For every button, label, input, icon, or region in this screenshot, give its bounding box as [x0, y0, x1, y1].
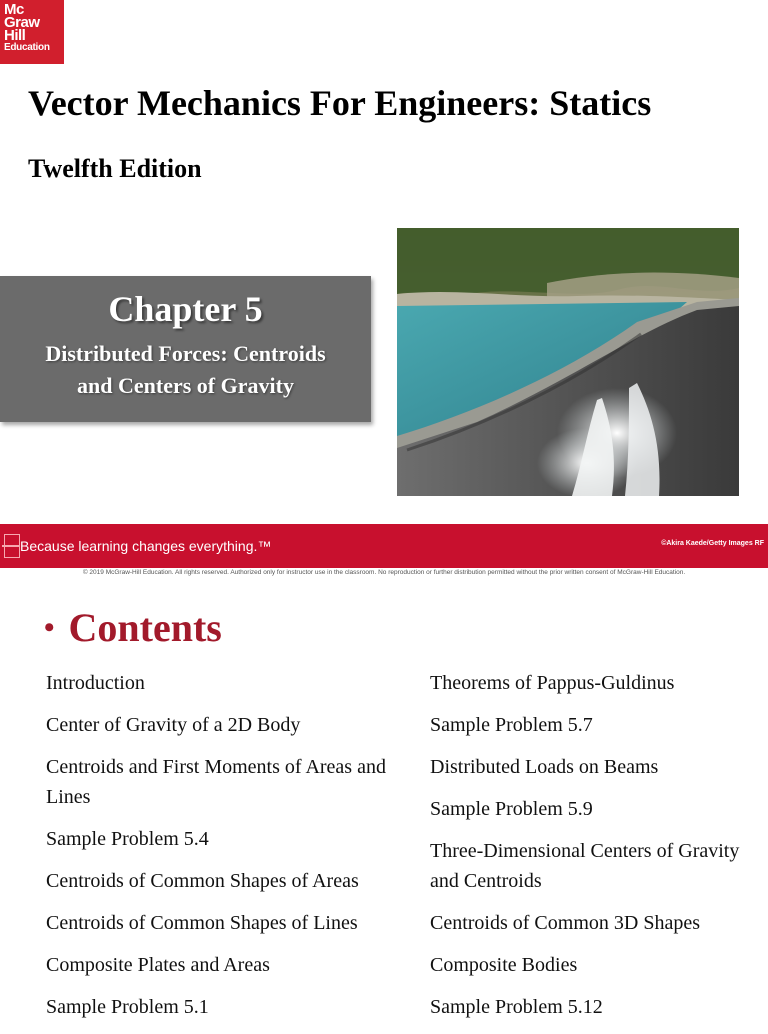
contents-item: Composite Plates and Areas: [46, 954, 270, 976]
footer-banner: [0, 524, 768, 568]
contents-item: Centroids of Common Shapes of Areas: [46, 870, 359, 892]
brand-mark-icon: [4, 534, 20, 558]
contents-item: Introduction: [46, 672, 145, 694]
contents-item: Sample Problem 5.12: [430, 996, 603, 1018]
contents-item: Center of Gravity of a 2D Body: [46, 714, 301, 736]
copyright-notice: © 2019 McGraw-Hill Education. All rights reserved. Authorized only for instructor use in the classroom. No reproduction or further distribution permitted without the prior written consent of McGraw-Hill Education.: [82, 569, 686, 576]
chapter-box: [0, 276, 371, 422]
contents-item: Sample Problem 5.1: [46, 996, 209, 1018]
contents-item: Centroids of Common Shapes of Lines: [46, 912, 358, 934]
contents-list-right: [430, 668, 750, 1034]
contents-item: Sample Problem 5.7: [430, 714, 593, 736]
contents-list-left: [46, 668, 406, 1034]
chapter-subtitle-line-2: and Centers of Gravity: [77, 373, 294, 398]
bullet-icon: •: [44, 611, 55, 644]
logo-line-education: Education: [4, 42, 50, 53]
dam-photo-illustration: [397, 228, 739, 496]
contents-item: Sample Problem 5.9: [430, 798, 593, 820]
mcgraw-hill-logo: [0, 0, 64, 64]
logo-line-hill: Hill: [4, 27, 26, 44]
contents-heading: [44, 604, 222, 651]
chapter-subtitle: [0, 338, 371, 402]
contents-item: Centroids of Common 3D Shapes: [430, 912, 700, 934]
book-title: Vector Mechanics For Engineers: Statics: [28, 83, 652, 123]
contents-item: Theorems of Pappus-Guldinus: [430, 672, 675, 694]
chapter-heading: Chapter 5: [108, 289, 263, 329]
contents-item: Distributed Loads on Beams: [430, 756, 659, 778]
dam-photo: [397, 228, 739, 496]
contents-item: Centroids and First Moments of Areas and Lines: [46, 756, 386, 808]
logo-line-mc: Mc: [4, 1, 24, 18]
photo-credit: ©Akira Kaede/Getty Images RF: [661, 540, 764, 547]
chapter-subtitle-line-1: Distributed Forces: Centroids: [45, 341, 326, 366]
contents-item: Sample Problem 5.4: [46, 828, 209, 850]
contents-heading-text: Contents: [68, 605, 222, 650]
contents-item: Three-Dimensional Centers of Gravity and Centroids: [430, 840, 740, 892]
book-edition: Twelfth Edition: [28, 154, 202, 183]
logo-line-graw: Graw: [4, 14, 40, 31]
contents-item: Composite Bodies: [430, 954, 578, 976]
banner-tagline: Because learning changes everything.™: [20, 538, 272, 554]
